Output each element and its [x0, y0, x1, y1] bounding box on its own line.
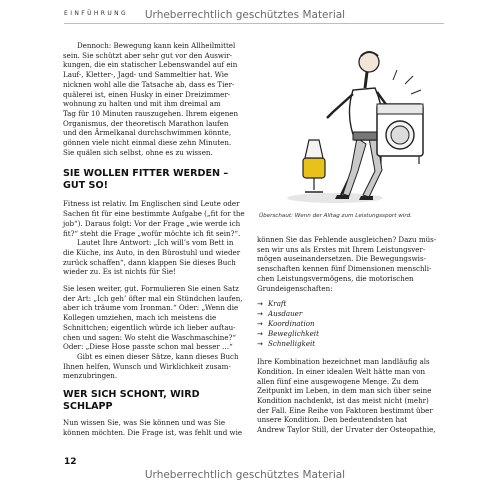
list-item-label: Schnelligkeit — [268, 339, 316, 349]
text-line: allen fünf eine ausgewogene Menge. Zu dem — [257, 376, 419, 386]
text-line: unsere Kondition. Den bedeutendsten hat — [257, 415, 408, 425]
text-line: SIE WOLLEN FITTER WERDEN – — [63, 168, 229, 180]
text-line: quälerei ist, einen Husky in einer Dreizimmer- — [63, 89, 231, 99]
watermark-top: Urheberrechtlich geschütztes Material — [144, 9, 346, 21]
text-line: senschaften kennen fünf Dimensionen menschli- — [257, 264, 432, 274]
text-line: Schnittchen; eigentlich würde ich lieber auftau- — [63, 322, 236, 332]
text-line: job“). Daraus folgt: Vor der Frage „wie werde ich — [63, 218, 241, 228]
text-line: kungen, die ein statischer Lebenswandel auf ein — [63, 60, 238, 70]
text-line: und den Ärmelkanal durchschwimmen könnte, — [63, 128, 232, 138]
man-lifting-washing-machine-illustration — [265, 40, 443, 208]
list-item — [257, 339, 445, 349]
text-line: Ihnen helfen, Wunsch und Wirklichkeit zusam- — [63, 361, 231, 371]
list-item-label: Ausdauer — [268, 309, 303, 319]
text-line: zurück schaffen“, dann klappen Sie dieses Buch — [63, 257, 236, 267]
text-line: können Sie das Fehlende ausgleichen? Dazu müs- — [257, 235, 437, 244]
text-line: Ihre Kombination bezeichnet man landläufig als — [257, 357, 430, 367]
text-line: Nun wissen Sie, was Sie können und was Sie — [63, 418, 226, 428]
list-item — [257, 329, 445, 339]
page-number: 12 — [64, 457, 77, 467]
intro-paragraph — [63, 41, 247, 157]
arrow-right-icon: → — [257, 300, 263, 309]
text-line: GUT SO! — [63, 179, 108, 191]
text-line: Fitness ist relativ. Im Englischen sind Leute oder — [63, 199, 240, 209]
washing-machine-illustration — [377, 104, 423, 164]
header-rule — [64, 23, 444, 24]
watermark-bottom: Urheberrechtlich geschütztes Material — [144, 469, 346, 481]
paragraph-wunsch — [63, 352, 247, 381]
text-line: gönnen viele nicht einmal diese zehn Minuten. — [63, 138, 232, 148]
text-line: Oder: „Diese Hose passte schon mal besser …“ — [63, 342, 233, 352]
list-item — [257, 299, 445, 309]
lamp-illustration — [303, 140, 325, 192]
paragraph-kondition — [257, 357, 445, 435]
arrow-right-icon: → — [257, 330, 263, 339]
text-line: Tag für 10 Minuten rauszugehen. Ihrem eigenen — [63, 108, 239, 118]
text-line: Dennoch: Bewegung kann kein Allheilmittel — [77, 41, 236, 50]
heading-schlapp: WER SICH SCHONT, WIRD SCHLAPP — [63, 389, 200, 412]
text-line: Sie quälen sich selbst, ohne es zu wissen. — [63, 147, 213, 157]
paragraph-ausgleichen — [257, 235, 445, 293]
heading-fitter-werden — [63, 168, 247, 191]
text-line: aber ich träume vom Ironman.“ Oder: „Wenn die — [63, 303, 239, 313]
text-line: können möchten. Die Frage ist, was fehlt und wie — [63, 427, 243, 437]
text-line: fit?“ steht die Frage „wofür möchte ich fit sein?“. — [63, 228, 241, 238]
paragraph-lesen-weiter — [63, 284, 247, 352]
text-line: Andrew Taylor Still, der Urvater der Osteopathie, — [257, 425, 436, 435]
chapter-header: EINFÜHRUNG — [64, 10, 129, 17]
text-line: chen Leistungsvermögens, die motorischen — [257, 273, 414, 283]
list-item — [257, 309, 445, 319]
text-line: nicknen wohl alle die Tatsache ab, dass es Tier- — [63, 79, 235, 89]
text-line: Zeitpunkt im Leben, in dem man sich über seine — [257, 386, 432, 396]
paragraph-fitness-relativ — [63, 199, 247, 238]
text-line: mögen auseinandersetzen. Die Bewegungswis- — [257, 254, 426, 264]
text-line: der Fall. Eine Reihe von Faktoren bestimmt über — [257, 405, 433, 415]
text-line: Kondition. In einer idealen Welt hätte man von — [257, 366, 426, 376]
list-item — [257, 319, 445, 329]
left-column — [63, 41, 247, 438]
list-item-label: Koordination — [268, 319, 315, 329]
illustration-caption: Überschaut: Wenn der Alltag zum Leistungssport wird. — [259, 213, 412, 219]
text-line: Kollegen umziehen, mach ich meistens die — [63, 313, 217, 323]
arrow-right-icon: → — [257, 320, 263, 329]
list-item-label: Beweglichkeit — [268, 329, 319, 339]
text-line: der Art: „Ich geh’ öfter mal ein Stündchen laufen, — [63, 293, 243, 303]
text-line: Grundeigenschaften: — [257, 283, 333, 293]
text-line: chen und sagen: Wo steht die Waschmaschine?“ — [63, 332, 236, 342]
text-line: menzubringen. — [63, 371, 118, 381]
text-line: die Küche, ins Auto, in den Bürostuhl und wieder — [63, 247, 241, 257]
arrow-right-icon: → — [257, 310, 263, 319]
text-line: Organismus, der theoretisch Marathon laufen — [63, 118, 229, 128]
text-line: Lautet Ihre Antwort: „Ich will’s vom Bett in — [77, 238, 234, 248]
arrow-right-icon: → — [257, 340, 263, 349]
text-line: sen wir uns als Erstes mit Ihrem Leistungsver- — [257, 244, 426, 254]
text-line: Sie lesen weiter, gut. Formulieren Sie einen Satz — [63, 284, 239, 294]
text-line: Gibt es einen dieser Sätze, kann dieses Buch — [77, 351, 239, 361]
paragraph-antwort — [63, 238, 247, 277]
right-column — [257, 235, 445, 435]
text-line: Kondition nachdenkt, ist das meist nicht (mehr) — [257, 396, 429, 406]
text-line: sein. Sie schützt aber sehr gut vor den Auswir- — [63, 50, 233, 60]
text-line: Sachen fit für eine bestimmte Aufgabe („fit for the — [63, 209, 245, 219]
text-line: wieder zu. Es ist nichts für Sie! — [63, 267, 176, 277]
list-item-label: Kraft — [268, 299, 287, 309]
motor-properties-list — [257, 299, 445, 349]
text-line: Lauf-, Kletter-, Jagd- und Sammeltier hat. Wie — [63, 70, 229, 80]
text-line: wohnung zu halten und mit ihm dreimal am — [63, 99, 221, 109]
paragraph-nun-wissen — [63, 418, 247, 437]
